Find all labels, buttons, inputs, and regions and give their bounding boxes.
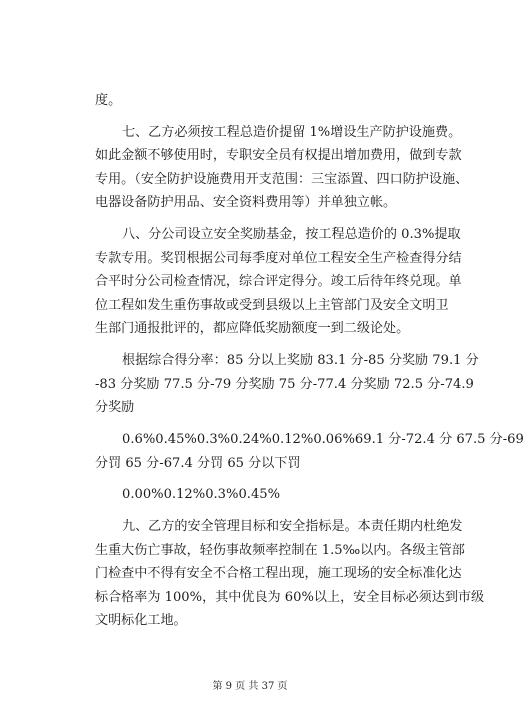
text-line: 七、乙方必须按工程总造价提留 1%增设生产防护设施费。 <box>122 124 462 140</box>
text-line: 专款专用。奖罚根据公司每季度对单位工程安全生产检查得分结 <box>95 250 462 266</box>
text-line: 0.00%0.12%0.3%0.45% <box>122 487 281 503</box>
page-footer: 第 9 页 共 37 页 <box>212 681 288 692</box>
paragraph <box>95 89 421 113</box>
text-line: 八、分公司设立安全奖励基金，按工程总造价的 0.3%提取 <box>122 227 461 243</box>
text-line: -83 分奖励 77.5 分-79 分奖励 75 分-77.4 分奖励 72.5 分-74.9 <box>95 376 474 392</box>
text-line: 度。 <box>95 93 122 108</box>
paragraph <box>95 223 462 341</box>
text-line: 生部门通报批评的，都应降低奖励额度一到二级论处。 <box>95 321 410 337</box>
text-line: 根据综合得分率：85 分以上奖励 83.1 分-85 分奖励 79.1 分 <box>122 353 479 369</box>
text-line: 分罚 65 分-67.4 分罚 65 分以下罚 <box>95 455 301 471</box>
paragraph <box>95 428 524 475</box>
paragraph <box>95 121 469 215</box>
text-line: 电器设备防护用品、安全资料费用等）并单独立帐。 <box>95 195 397 211</box>
text-line: 合平时分公司检查情况，综合评定得分。竣工后待年终兑现。单 <box>95 274 462 290</box>
body-text <box>95 89 524 633</box>
text-line: 文明标化工地。 <box>95 613 187 629</box>
paragraph <box>95 515 485 633</box>
paragraph <box>95 483 421 507</box>
text-line: 位工程如发生重伤事故或受到县级以上主管部门及安全文明卫 <box>95 297 449 313</box>
text-line: 生重大伤亡事故，轻伤事故频率控制在 1.5‰以内。各级主管部 <box>95 542 465 558</box>
text-line: 九、乙方的安全管理目标和安全指标是。本责任期内杜绝发 <box>122 519 463 535</box>
text-line: 门检查中不得有安全不合格工程出现，施工现场的安全标准化达 <box>95 566 462 582</box>
text-line: 0.6%0.45%0.3%0.24%0.12%0.06%69.1 分-72.4 分 67.5 分-69 <box>122 432 524 448</box>
text-line: 标合格率为 100%，其中优良为 60%以上，安全目标必须达到市级 <box>95 589 485 605</box>
text-line: 如此金额不够使用时，专职安全员有权提出增加费用，做到专款 <box>95 148 462 164</box>
paragraph <box>95 349 479 420</box>
text-line: 分奖励 <box>95 400 135 416</box>
text-line: 专用。（安全防护设施费用开支范围：三宝添置、四口防护设施、 <box>95 171 469 187</box>
